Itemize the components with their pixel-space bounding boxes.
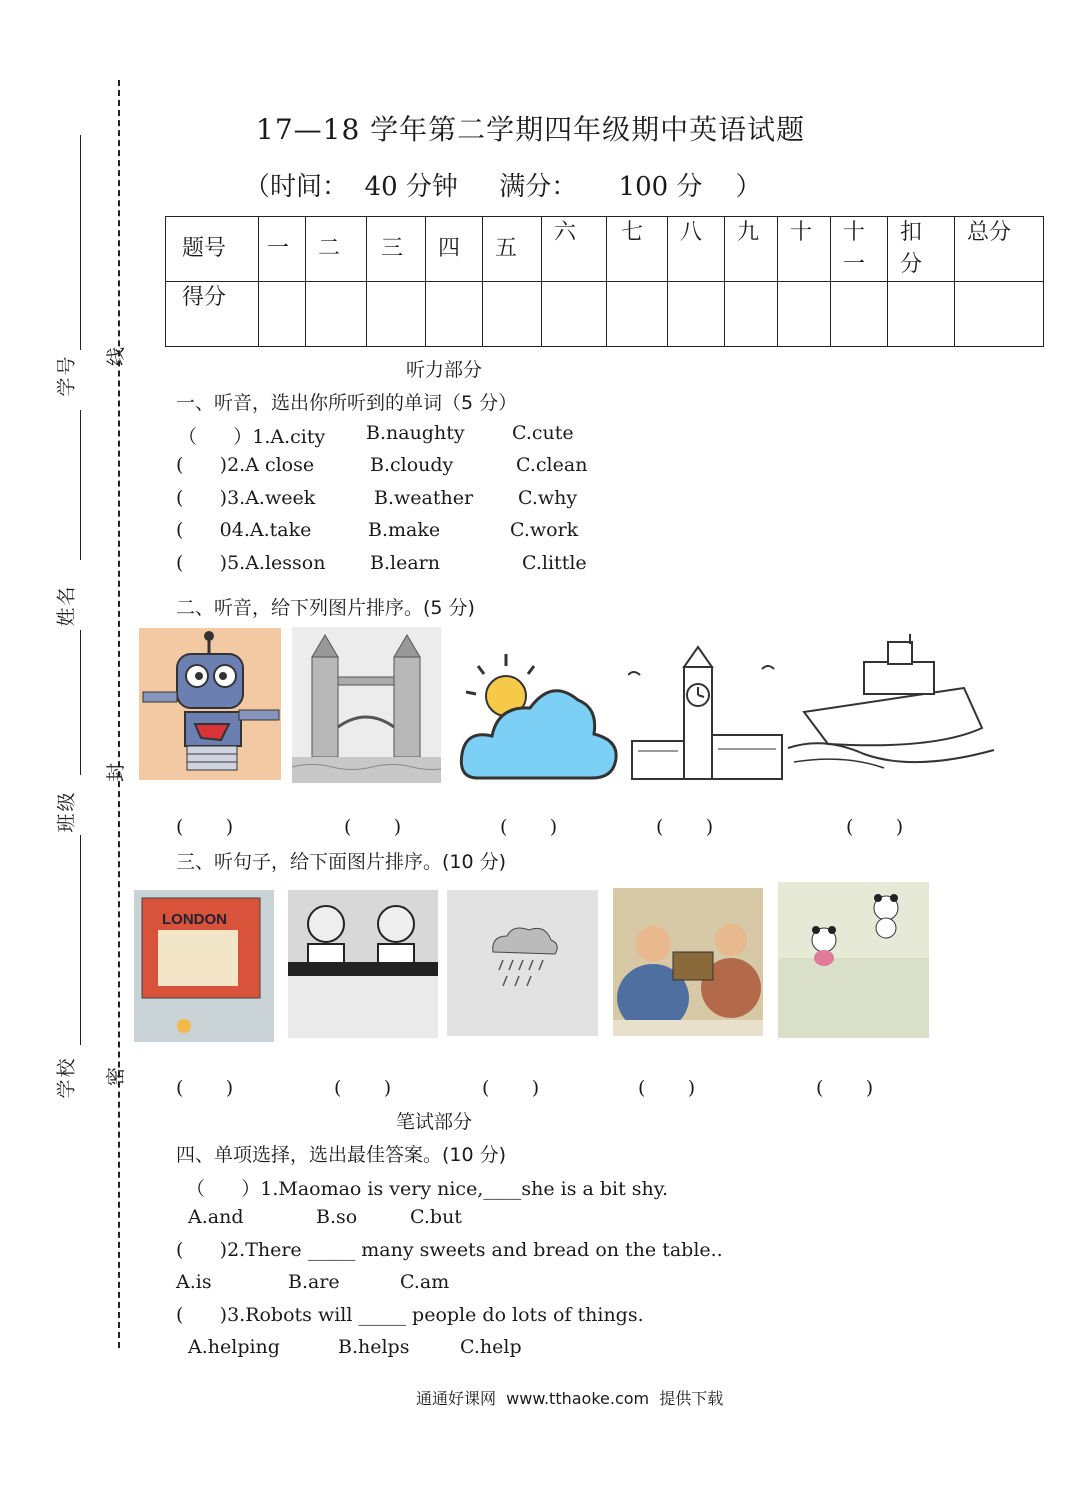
part1-item5-b: B.learn: [370, 552, 440, 574]
table-cell: 扣 分: [888, 217, 955, 282]
score-cell[interactable]: [778, 282, 831, 347]
score-cell[interactable]: [725, 282, 778, 347]
big-ben-picture: [628, 645, 786, 781]
part2-answer-blank[interactable]: ( ): [656, 816, 714, 838]
exam-title: 17—18 学年第二学期四年级期中英语试题: [256, 113, 806, 146]
student-number-label: 学号: [55, 354, 78, 397]
table-cell: 总分: [955, 217, 1044, 282]
seal-word-line: 线: [105, 344, 128, 367]
part1-item5-c: C.little: [522, 552, 587, 574]
london-book-title: LONDON: [162, 911, 227, 928]
part3-answer-blank[interactable]: ( ): [482, 1077, 540, 1099]
table-cell: 五: [483, 217, 542, 282]
score-cell[interactable]: [607, 282, 668, 347]
part4-q3-option-c: C.help: [460, 1336, 522, 1358]
table-cell: 九: [725, 217, 778, 282]
part4-q1-option-b: B.so: [316, 1206, 358, 1228]
part2-answer-blank[interactable]: ( ): [176, 816, 234, 838]
part3-heading: 三、听句子，给下面图片排序。(10 分): [176, 851, 507, 873]
rain-cloud-picture: [447, 890, 598, 1036]
part3-answer-blank[interactable]: ( ): [816, 1077, 874, 1099]
part4-q2-option-a: A.is: [176, 1271, 212, 1293]
part1-item4-c: C.work: [510, 519, 579, 541]
part2-answer-blank[interactable]: ( ): [500, 816, 558, 838]
part4-q1-option-c: C.but: [410, 1206, 462, 1228]
part4-q1-option-a: A.and: [188, 1206, 244, 1228]
part4-q2-option-c: C.am: [400, 1271, 450, 1293]
table-cell: 一: [259, 217, 306, 282]
london-book-picture: [134, 890, 274, 1042]
student-number-rule: [80, 135, 81, 350]
score-table-header-row: [166, 217, 1044, 282]
score-cell[interactable]: [483, 282, 542, 347]
school-label: 学校: [55, 1056, 78, 1099]
part1-item1-a: （ ）1.A.city: [178, 426, 326, 448]
part1-item1-b: B.naughty: [366, 422, 465, 444]
score-cell[interactable]: [888, 282, 955, 347]
two-boys-picture: [288, 890, 438, 1038]
table-cell: 十 一: [831, 217, 888, 282]
part4-q3-option-b: B.helps: [338, 1336, 410, 1358]
table-cell: 得分: [166, 282, 259, 347]
part3-answer-blank[interactable]: ( ): [638, 1077, 696, 1099]
part4-q2-option-b: B.are: [288, 1271, 340, 1293]
part2-answer-blank[interactable]: ( ): [344, 816, 402, 838]
part3-answer-blank[interactable]: ( ): [176, 1077, 234, 1099]
ship-picture: [784, 632, 998, 782]
part4-heading: 四、单项选择，选出最佳答案。(10 分): [176, 1144, 507, 1166]
class-label: 班级: [55, 790, 78, 833]
part1-item4-b: B.make: [368, 519, 441, 541]
seal-word-seal: 封: [105, 760, 128, 783]
score-cell[interactable]: [259, 282, 306, 347]
part1-item2-b: B.cloudy: [370, 454, 454, 476]
part1-item5-a: ( )5.A.lesson: [176, 552, 326, 574]
score-cell[interactable]: [367, 282, 426, 347]
table-cell: 三: [367, 217, 426, 282]
part2-answer-blank[interactable]: ( ): [846, 816, 904, 838]
table-cell: 六: [542, 217, 607, 282]
part1-item3-c: C.why: [518, 487, 578, 509]
part4-q1-stem: （ ）1.Maomao is very nice,____she is a bit shy.: [186, 1178, 669, 1200]
listening-section-title: 听力部分: [406, 359, 483, 381]
score-cell[interactable]: [542, 282, 607, 347]
part3-answer-blank[interactable]: ( ): [334, 1077, 392, 1099]
part2-heading: 二、听音，给下列图片排序。(5 分): [176, 597, 475, 619]
name-label: 姓名: [55, 584, 78, 627]
score-cell[interactable]: [955, 282, 1044, 347]
part1-item4-a: ( 04.A.take: [176, 519, 312, 541]
part1-item2-a: ( )2.A close: [176, 454, 315, 476]
table-cell: 八: [668, 217, 725, 282]
score-table: [165, 216, 1044, 347]
class-rule: [80, 630, 81, 775]
part4-q3-stem: ( )3.Robots will _____ people do lots of things.: [176, 1304, 644, 1326]
score-cell[interactable]: [668, 282, 725, 347]
school-rule: [80, 835, 81, 1045]
tower-bridge-picture: [292, 627, 441, 783]
part1-item2-c: C.clean: [516, 454, 588, 476]
score-cell[interactable]: [306, 282, 367, 347]
part1-item3-b: B.weather: [374, 487, 474, 509]
score-cell[interactable]: [831, 282, 888, 347]
table-cell: 十: [778, 217, 831, 282]
table-cell: 四: [426, 217, 483, 282]
part4-q3-option-a: A.helping: [188, 1336, 280, 1358]
page-footer: 通通好课网 www.tthaoke.com 提供下载: [416, 1389, 724, 1408]
part1-item1-c: C.cute: [512, 422, 574, 444]
robot-picture: [139, 628, 281, 780]
table-cell: 七: [607, 217, 668, 282]
written-section-title: 笔试部分: [396, 1111, 473, 1133]
table-cell: 二: [306, 217, 367, 282]
table-cell: 题号: [166, 217, 259, 282]
seal-word-secret: 密: [105, 1064, 128, 1087]
score-cell[interactable]: [426, 282, 483, 347]
part1-item3-a: ( )3.A.week: [176, 487, 316, 509]
old-people-photo-picture: [613, 888, 763, 1036]
binding-dashed-line: [118, 80, 120, 1348]
score-table-score-row: [166, 282, 1044, 347]
part1-heading: 一、听音，选出你所听到的单词（5 分）: [176, 392, 518, 414]
part4-q2-stem: ( )2.There _____ many sweets and bread on the table..: [176, 1239, 723, 1261]
sun-cloud-picture: [458, 650, 620, 784]
pandas-picture: [778, 882, 929, 1038]
exam-time-score: （时间： 40 分钟 满分： 100 分 ）: [244, 172, 762, 202]
name-rule: [80, 410, 81, 560]
